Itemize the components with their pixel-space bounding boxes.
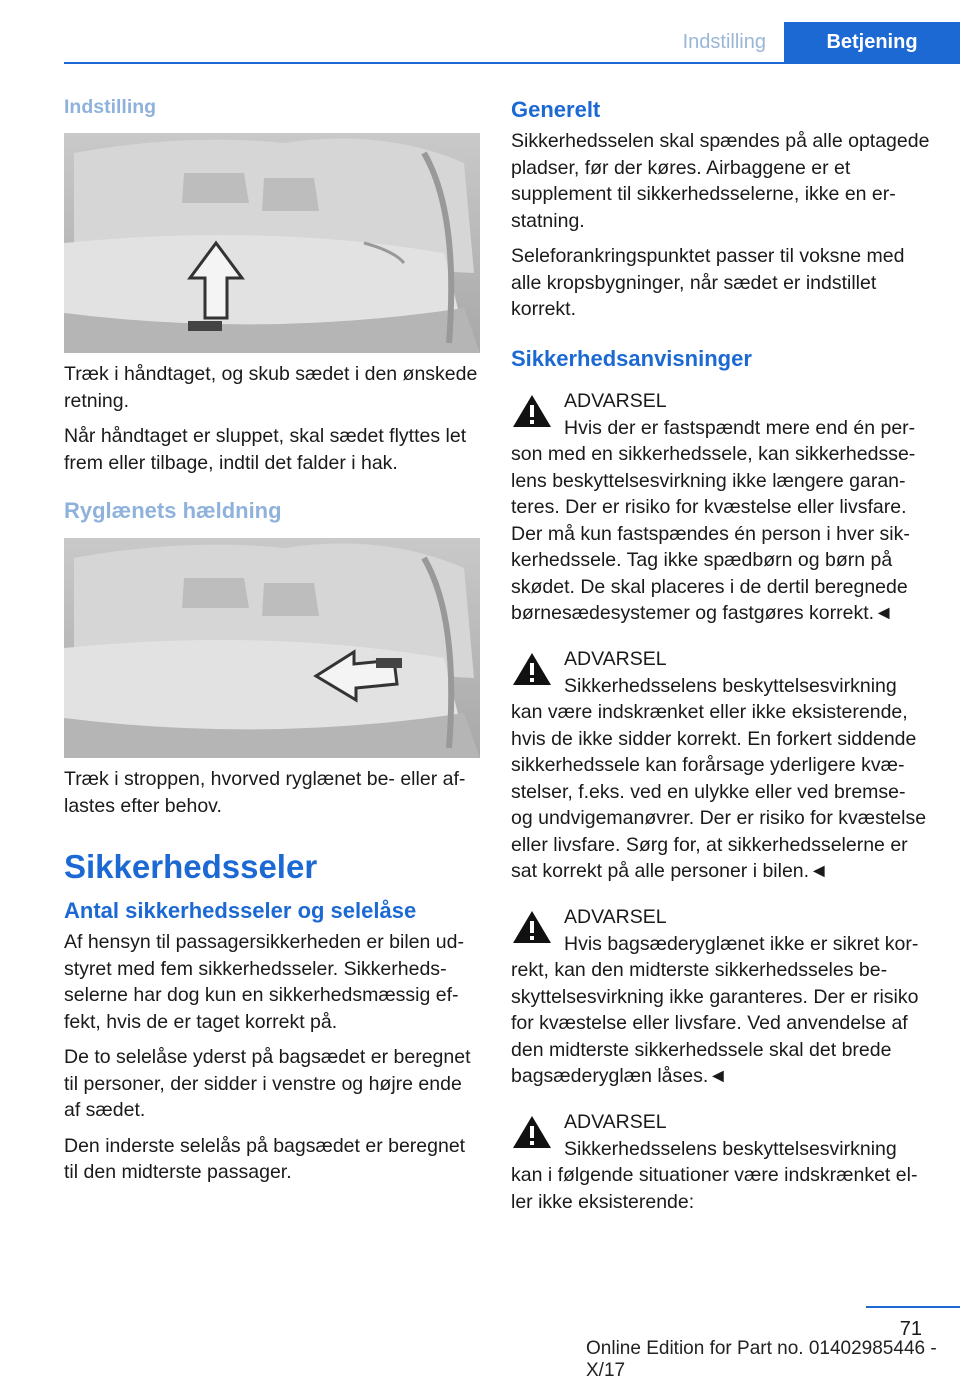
warning-text: Sikkerhedsselens beskyttelsesvirkning kan være indskrænket eller ikke eksisterende, hvis de ikke sidder korrekt. En forkert siddende sikkerhedssele kan forårsage yderligere kvæstelser, f.eks. ved en ulykke eller ved bremse- og undvigemanøvrer. Der er risiko for kvæstelse eller livsfare. Sørg for, at sikkerhedsselerne er sat korrekt på alle personer i bilen.◄ xyxy=(511,674,927,882)
warning-3 xyxy=(511,903,931,1090)
heading-general: Generelt xyxy=(511,97,601,122)
warning-2 xyxy=(511,645,931,885)
warning-label: ADVARSEL xyxy=(564,647,667,670)
paragraph-handle-release: Når håndtaget er sluppet, skal sædet flyttes let frem eller tilbage, indtil det falder i hak. xyxy=(64,425,467,474)
warning-text: Hvis der er fastspændt mere end én person med en sikkerhedssele, kan sikkerhedsselens beskyttelsesvirkning ikke længere garanteres. Der er risiko for kvæstelse eller livsfare. Der må kun fastspændes én person i hver sikkerhedssele. Tag ikke spædbørn og børn på skødet. De skal placeres i de dertil beregnede børnesædesystemer og fastgøres korrekt.◄ xyxy=(511,416,916,624)
paragraph-count-3: Den inderste selelås på bagsædet er beregnet til den midterste passager. xyxy=(64,1134,466,1183)
subheading-adjustment: Indstilling xyxy=(64,96,157,118)
figure-seat-adjust xyxy=(64,133,480,353)
heading-backrest: Ryglænets hældning xyxy=(64,498,282,523)
warning-text: Sikkerhedsselens beskyttelsesvirkning kan i følgende situationer være indskrænket eller ikke eksisterende: xyxy=(511,1137,918,1213)
warning-triangle-icon xyxy=(511,393,553,429)
paragraph-count-2: De to selelåse yderst på bagsædet er beregnet til personer, der sidder i venstre og højre ende af sædet. xyxy=(64,1046,471,1121)
paragraph-general-1: Sikkerhedsselen skal spændes på alle optagede pladser, før der køres. Airbaggene er et supplement til sikkerhedsselerne, ikke en erstatning. xyxy=(511,130,930,232)
seat-adjust-illustration xyxy=(64,133,480,353)
warning-text: Hvis bagsæderyglænet ikke er sikret korrekt, kan den midterste sikkerhedsseles beskyttelsesvirkning ikke garanteres. Der er risiko for kvæstelse eller livsfare. Ved anvendelse af den midterste sikkerhedssele skal det brede bagsæderyglæn låses.◄ xyxy=(511,932,919,1087)
warning-label: ADVARSEL xyxy=(564,905,667,928)
tab-chapter[interactable]: Betjening xyxy=(784,22,960,62)
right-column xyxy=(511,96,931,1215)
paragraph-count-1: Af hensyn til passagersikkerheden er bilen udstyret med fem sikkerhedsseler. Sikkerhedsselerne har dog kun en sikkerhedsmæssig effekt, hvis de er taget korrekt på. xyxy=(64,931,464,1033)
warning-1 xyxy=(511,387,931,627)
footer-rule xyxy=(866,1306,960,1308)
header-rule xyxy=(64,62,960,64)
edition-text: Online Edition for Part no. 01402985446 - X/17 xyxy=(586,1338,937,1381)
figure-backrest xyxy=(64,538,480,758)
page-number: 71 xyxy=(899,1318,922,1340)
backrest-illustration xyxy=(64,538,480,758)
warning-triangle-icon xyxy=(511,909,553,945)
tab-section[interactable]: Indstilling xyxy=(682,31,766,53)
warning-triangle-icon xyxy=(511,651,553,687)
warning-label: ADVARSEL xyxy=(564,389,667,412)
caption-backrest: Træk i stroppen, hvorved ryglænet be- eller aflastes efter behov. xyxy=(64,768,466,817)
left-column xyxy=(64,96,480,1195)
paragraph-general-2: Seleforankringspunktet passer til voksne med alle kropsbygninger, når sædet er indstillet korrekt. xyxy=(511,245,905,320)
warning-triangle-icon xyxy=(511,1114,553,1150)
heading-seatbelts: Sikkerhedsseler xyxy=(64,848,318,885)
warning-4 xyxy=(511,1108,931,1216)
heading-safety: Sikkerhedsanvisninger xyxy=(511,345,752,371)
heading-seatbelt-count: Antal sikkerhedsseler og selelåse xyxy=(64,898,417,923)
caption-seat-adjust: Træk i håndtaget, og skub sædet i den ønskede retning. xyxy=(64,363,478,412)
header-tabs xyxy=(665,22,960,62)
warning-label: ADVARSEL xyxy=(564,1110,667,1133)
